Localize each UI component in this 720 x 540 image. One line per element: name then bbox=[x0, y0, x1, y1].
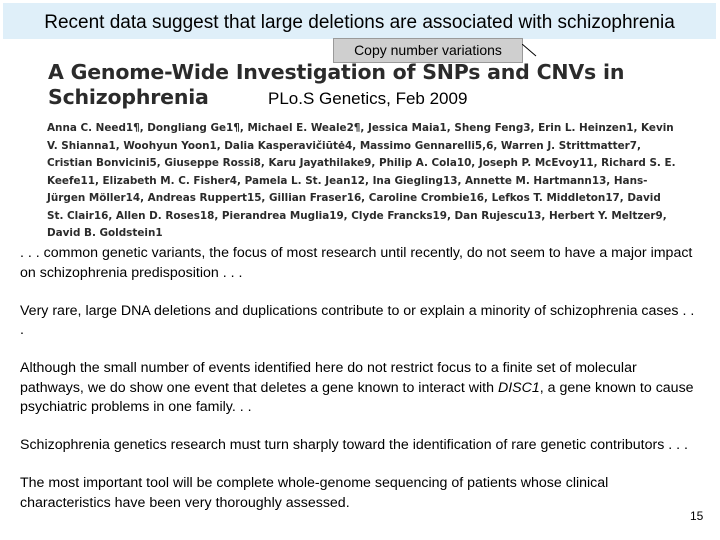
author-list: Anna C. Need1¶, Dongliang Ge1¶, Michael E. Weale2¶, Jessica Maia1, Sheng Feng3, Erin L. Heinzen1, Kevin V. Shianna1, Woohyun Yoon1, Dalia Kasperavičiūtė4, Massimo Gennarelli5,6, Warren J. Strittmatter7, Cristian Bonvicini5, Giuseppe Rossi8, Karu Jayathilake9, Philip A. Cola10, Joseph P. McEvoy11, Richard S. E. Keefe11, Elizabeth M. C. Fisher4, Pamela L. St. Jean12, Ina Giegling13, Annette M. Hartmann13, Hans-Jürgen Möller14, Andreas Ruppert15, Gillian Fraser16, Caroline Crombie16, Lefkos T. Middleton17, David St. Clair16, Allen D. Roses18, Pierandrea Muglia19, Clyde Francks19, Dan Rujescu13, Herbert Y. Meltzer9, David B. Goldstein1 bbox=[47, 122, 676, 239]
paragraph-disc1 bbox=[20, 359, 700, 418]
paragraph-rare-deletions: Very rare, large DNA deletions and duplications contribute to or explain a minority of schizophrenia cases . . . bbox=[20, 302, 695, 338]
paper-title: A Genome-Wide Investigation of SNPs and CNVs in Schizophrenia bbox=[48, 60, 625, 109]
paragraph-common-variants: . . . common genetic variants, the focus of most research until recently, do not seem to have a major impact on schizophrenia predisposition . . . bbox=[20, 245, 693, 281]
cnv-callout-box: Copy number variations bbox=[333, 38, 523, 63]
paragraph-sequencing: The most important tool will be complete whole-genome sequencing of patients whose clinical characteristics have been very thoroughly assessed. bbox=[20, 475, 609, 511]
callout-pointer-line bbox=[522, 44, 538, 58]
disc1-gene-name: DISC1 bbox=[497, 379, 540, 396]
page-number: 15 bbox=[690, 509, 704, 523]
slide-title: Recent data suggest that large deletions are associated with schizophrenia bbox=[44, 12, 675, 33]
journal-citation: PLo.S Genetics, Feb 2009 bbox=[268, 89, 468, 108]
slide-title-bar bbox=[3, 3, 716, 39]
paragraph-rare-contributors: Schizophrenia genetics research must turn sharply toward the identification of rare genetic contributors . . . bbox=[20, 437, 688, 453]
paragraph-disc1-end: , a gene known to cause psychiatric problems in one family. . . bbox=[20, 379, 694, 415]
paragraph-disc1-start: Although the small number of events identified here do not restrict focus to a finite set of molecular pathways, we do show one event that deletes a gene known to interact with bbox=[20, 360, 637, 396]
slide-body bbox=[20, 244, 700, 532]
